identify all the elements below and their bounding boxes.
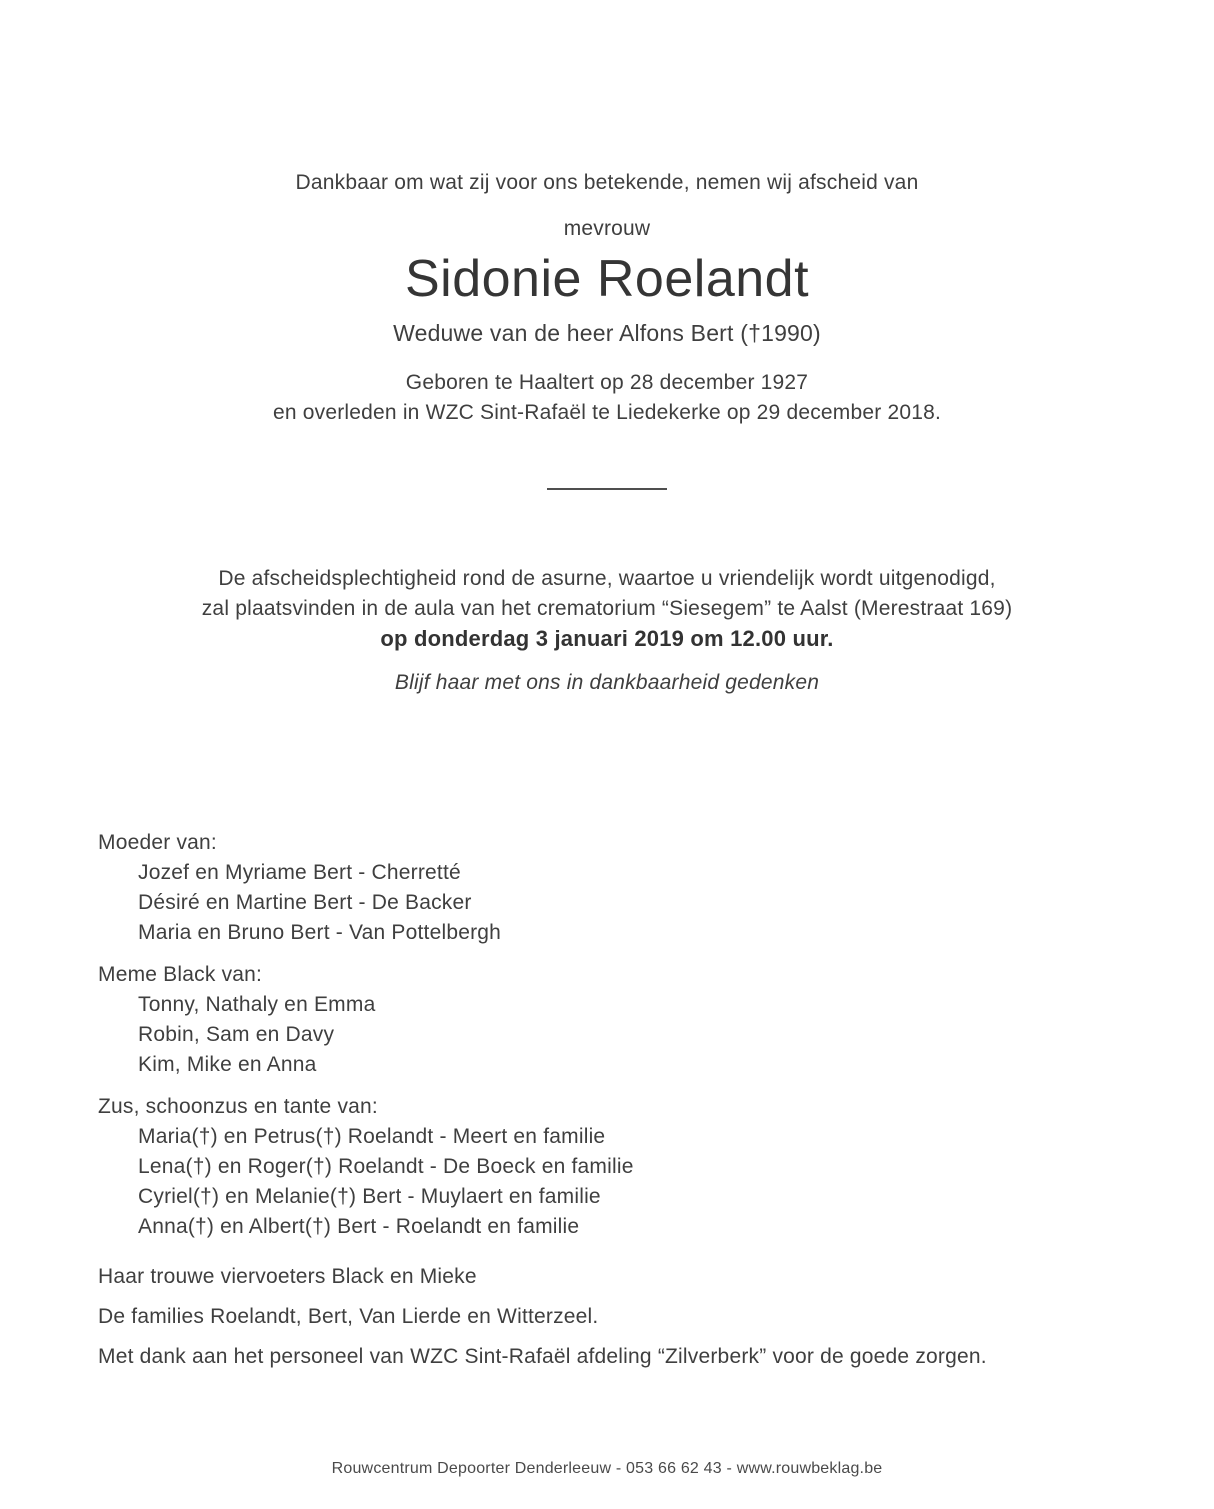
family-member: Robin, Sam en Davy <box>138 1023 335 1046</box>
family-group-heading: Zus, schoonzus en tante van: <box>98 1095 378 1118</box>
family-member: Anna(†) en Albert(†) Bert - Roelandt en familie <box>138 1215 580 1238</box>
ceremony-line-2: zal plaatsvinden in de aula van het crematorium “Siesegem” te Aalst (Merestraat 169) <box>201 597 1013 620</box>
family-member: Maria en Bruno Bert - Van Pottelbergh <box>138 921 502 944</box>
widow-line: Weduwe van de heer Alfons Bert (†1990) <box>393 320 821 346</box>
remembrance-line: Blijf haar met ons in dankbaarheid gedenken <box>394 671 820 694</box>
family-member: Maria(†) en Petrus(†) Roelandt - Meert en familie <box>138 1125 606 1148</box>
ceremony-announcement <box>0 564 1214 654</box>
family-group-heading: Meme Black van: <box>98 963 263 986</box>
family-member: Tonny, Nathaly en Emma <box>138 993 376 1016</box>
family-group-sister <box>98 1092 1214 1242</box>
family-group-mother <box>98 828 1214 948</box>
closing-line-families: De families Roelandt, Bert, Van Lierde en Witterzeel. <box>98 1305 599 1328</box>
family-member: Kim, Mike en Anna <box>138 1053 317 1076</box>
ceremony-datetime: op donderdag 3 januari 2019 om 12.00 uur. <box>380 626 834 651</box>
birth-line: Geboren te Haaltert op 28 december 1927 <box>405 371 809 394</box>
family-member: Désiré en Martine Bert - De Backer <box>138 891 472 914</box>
death-line: en overleden in WZC Sint-Rafaël te Liedekerke op 29 december 2018. <box>272 401 942 424</box>
closing-section <box>0 1262 1214 1372</box>
family-member: Cyriel(†) en Melanie(†) Bert - Muylaert en familie <box>138 1185 601 1208</box>
family-group-heading: Moeder van: <box>98 831 217 854</box>
deceased-name: Sidonie Roelandt <box>404 250 810 308</box>
announcement-header <box>0 0 1214 698</box>
section-divider <box>547 488 667 490</box>
intro-line: Dankbaar om wat zij voor ons betekende, nemen wij afscheid van <box>295 171 919 194</box>
ceremony-line-1: De afscheidsplechtigheid rond de asurne, waartoe u vriendelijk wordt uitgenodigd, <box>218 567 996 590</box>
family-group-grandmother <box>98 960 1214 1080</box>
closing-line-pets: Haar trouwe viervoeters Black en Mieke <box>98 1265 477 1288</box>
family-member: Jozef en Myriame Bert - Cherretté <box>138 861 461 884</box>
salutation: mevrouw <box>563 217 651 240</box>
family-member: Lena(†) en Roger(†) Roelandt - De Boeck en familie <box>138 1155 634 1178</box>
closing-line-thanks: Met dank aan het personeel van WZC Sint-Rafaël afdeling “Zilverberk” voor de goede zorgen. <box>98 1345 987 1368</box>
family-section <box>0 828 1214 1242</box>
funeral-home-footer: Rouwcentrum Depoorter Denderleeuw - 053 66 62 43 - www.rouwbeklag.be <box>331 1460 883 1477</box>
